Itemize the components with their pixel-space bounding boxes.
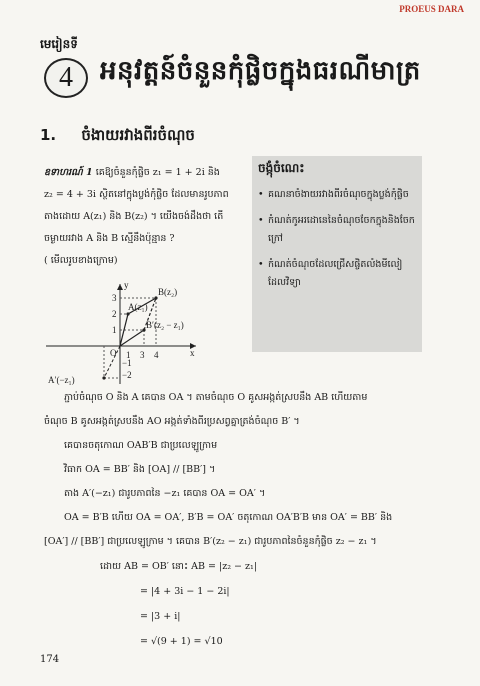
solution-text [44,386,444,506]
origin-label: O [110,348,117,358]
glossary-item: • កំណត់ចំណុចដែលជ្រើសផ្ចិតលំងមីលៀដែលវិទ្យា [258,256,416,292]
example-line: z₂ = 4 + 3i ស្ថិតនៅក្នុងប្លង់កុំផ្លិច ដែលមានរូបភាព [44,189,229,200]
point-a [126,312,129,315]
solution-paragraph: [OA′] // [BB′] ជាប្រលេឡូក្រាម ។ គេបាន B′(z₂ − z₁) ជារូបភាពនៃចំនួនកុំផ្លិច z₂ − z₁ ។ [44,536,377,547]
solution-paragraph: OA = B′B ហើយ OA = OA′, B′B = OA′ ចតុកោណ OA′B′B មាន OA′ = BB′ និង [64,512,393,523]
point-a-prime [102,376,105,379]
label-a: A(z₁) [128,302,148,312]
x-axis-label: x [190,348,195,358]
calculation-block [100,554,257,654]
label-a-prime: A′(−z₁) [48,375,75,385]
solution-paragraph: គេបានចតុកោណ OAB′B ជាប្រលេឡូក្រាម [64,440,218,451]
example-line: ( មើលរូបខាងក្រោម) [44,255,118,266]
lesson-number: 4 [59,62,73,93]
x-tick: 3 [140,350,145,360]
calc-line: = |4 + 3i − 1 − 2i| [140,586,230,597]
example-line: ចម្ងាយរវាង A និង B ស្មើនឹងប៉ុន្មាន ? [44,233,175,244]
solution-paragraph: ភ្ជាប់ចំណុច O និង A គេបាន OA ។ តាមចំណុច O គូសអង្កត់ស្របនឹង AB ហើយតាម [64,392,368,403]
glossary-item: • កំណត់កូអរដោនេនៃចំណុចចែកក្នុងនិងចែកក្រៅ [258,212,416,248]
solution-paragraph: វិធាក OA = BB′ និង [OA] // [BB′] ។ [64,464,216,475]
page-number: 174 [40,654,60,665]
solution-paragraph: ចំណុច B គូសអង្កត់ស្របនឹង AO អង្កត់ទាំងពីរប្រសព្វគ្នាត្រង់ចំណុច B′ ។ [44,416,300,427]
section-title: ចំងាយរវាងពីរចំណុច [81,126,195,144]
calc-line: ដោយ AB = OB′ នោះ AB = |z₂ − z₁| [100,561,258,572]
complex-plane-graph [40,278,200,388]
glossary-item: • គណនាចំងាយរវាងពីរចំណុចក្នុងប្លង់កុំផ្លិច [258,186,416,204]
header-mark: PROEUS DARA [399,4,464,14]
lesson-number-badge [44,58,88,98]
y-tick: −1 [122,358,132,368]
y-tick: 2 [112,309,117,319]
section-number: 1. [40,126,57,144]
label-b-prime: B′(z₂ − z₁) [146,320,184,330]
y-tick: −2 [122,370,132,380]
y-tick: 1 [112,325,117,335]
y-tick: 3 [112,293,117,303]
calc-line: = |3 + i| [140,611,181,622]
example-line: គេឱ្យចំនួនកុំផ្លិច z₁ = 1 + 2i និង [95,167,220,178]
example-lead: ឧទាហរណ៍ 1 [44,167,93,178]
label-b: B(z₂) [158,287,178,297]
solution-text-2 [44,506,444,554]
x-tick: 4 [154,350,159,360]
solution-paragraph: តាង A′(−z₁) ជារូបភាពនៃ −z₁ គេបាន OA = OA′ ។ [64,488,266,499]
y-axis-label: y [124,280,129,290]
x-tick: 1 [126,350,131,360]
lesson-label: មេរៀនទី [40,37,78,51]
lesson-title: អនុវត្តន៍ចំនួនកុំផ្លិចក្នុងធរណីមាត្រ [100,56,421,86]
example-line: តាងដោយ A(z₁) និង B(z₂) ។ យើងចង់ដឹងថា តើ [44,211,224,222]
glossary-title: ចង្កុំចំណេះ [258,161,305,175]
calc-line: = √(9 + 1) = √10 [140,636,223,647]
section-heading [40,126,195,148]
example-block [44,162,258,272]
glossary-box [252,156,422,352]
